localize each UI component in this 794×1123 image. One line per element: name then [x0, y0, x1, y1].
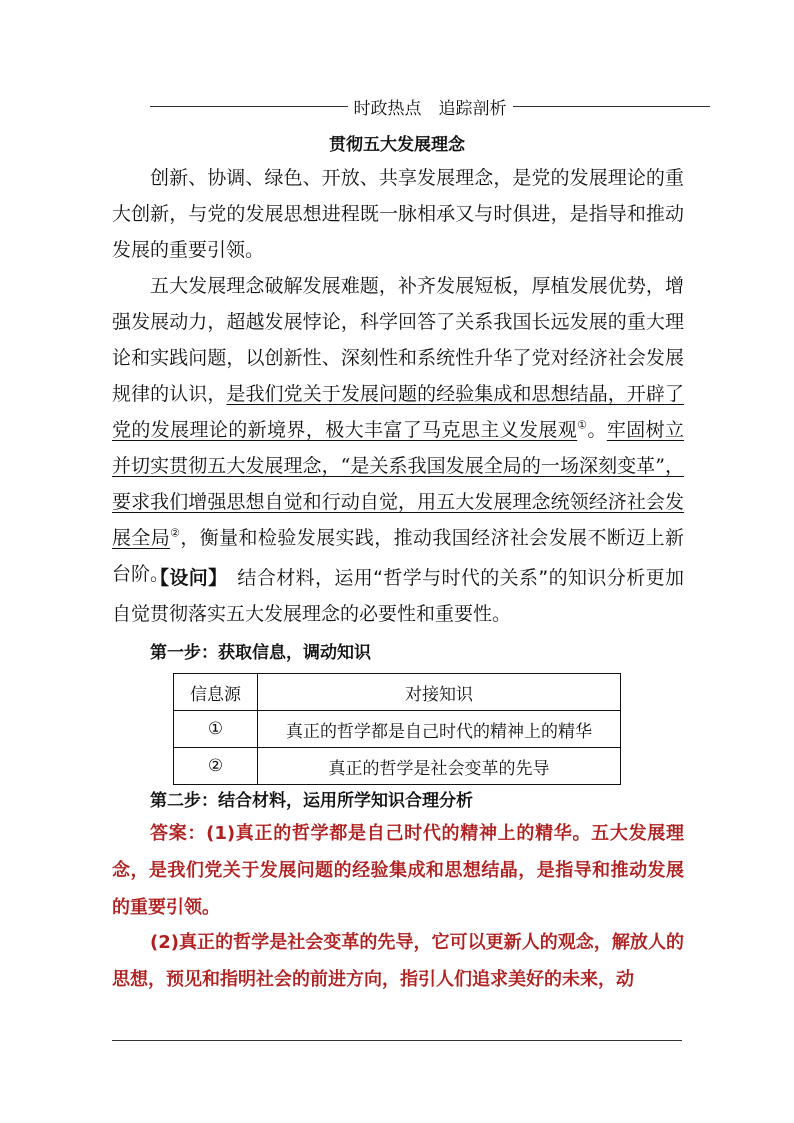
table-row [174, 748, 621, 785]
question-block [112, 560, 684, 632]
paragraph-1: 创新、协调、绿色、开放、共享发展理念，是党的发展理论的重大创新，与党的发展思想进程既一脉相承又与时俱进，是指导和推动发展的重要引领。 [112, 167, 684, 261]
underlined-passage-1: 是我们党关于发展问题的经验集成和思想结晶，开辟了党的发展理论的新境界，极大丰富了马克思主义发展观 [112, 383, 684, 441]
answer-part-2: (2)真正的哲学是社会变革的先导，它可以更新人的观念，解放人的思想，预见和指明社会的前进方向，指引人们追求美好的未来，动 [112, 932, 684, 990]
table-header-row [174, 674, 621, 711]
header-text: 时政热点 追踪剖析 [353, 98, 507, 119]
knowledge-table [173, 673, 621, 785]
underlined-passage-2: 牢固树立并切实贯彻五大发展理念，“是关系我国发展全局的一场深刻变革”，要求我们增强思想自觉和行动自觉，用五大发展理念统领经济社会发展全局 [112, 419, 684, 549]
paragraph-2-text-a: 五大发展理念破解发展难题，补齐发展短板，厚植发展优势，增强发展动力，超越发展悖论，科学回答了关系我国长远发展的重大理论和实践问题，以创新性、深刻性和系统性升华了党对经济社会发展规律的认识， [112, 275, 684, 405]
question-text: 结合材料，运用“哲学与时代的关系”的知识分析更加自觉贯彻落实五大发展理念的必要性和重要性。 [112, 567, 684, 625]
table-cell-source: ② [174, 748, 258, 785]
header-rule-right [513, 106, 711, 107]
table-cell-source: ① [174, 711, 258, 748]
table-header-source: 信息源 [174, 674, 258, 711]
table-header-knowledge: 对接知识 [258, 674, 621, 711]
answer-label: 答案： [150, 823, 207, 844]
paragraph-2-text-b: 。 [587, 419, 607, 441]
header-rule-left [150, 106, 348, 107]
table-row [174, 711, 621, 748]
footnote-marker-1: ① [577, 418, 588, 432]
footnote-marker-2: ② [170, 526, 181, 540]
article-title: 贯彻五大发展理念 [329, 135, 465, 155]
step-2-heading: 第二步：结合材料，运用所学知识合理分析 [150, 791, 473, 811]
footer-rule [112, 1040, 682, 1041]
paragraph-2-text-c: ，衡量和检验发展实践，推动我国经济社会发展不断迈上新台阶。 [112, 527, 684, 585]
step-1-heading: 第一步：获取信息，调动知识 [150, 643, 371, 663]
paragraph-2 [112, 268, 684, 592]
answer-part-1-text: (1)真正的哲学都是自己时代的精神上的精华。五大发展理念，是我们党关于发展问题的经验集成和思想结晶，是指导和推动发展的重要引领。 [112, 823, 685, 918]
table-cell-knowledge: 真正的哲学都是自己时代的精神上的精华 [258, 711, 621, 748]
table-cell-knowledge: 真正的哲学是社会变革的先导 [258, 748, 621, 785]
question-tag: 【设问】 [150, 567, 219, 589]
page-header [150, 94, 710, 118]
answer-part-1 [112, 815, 684, 926]
